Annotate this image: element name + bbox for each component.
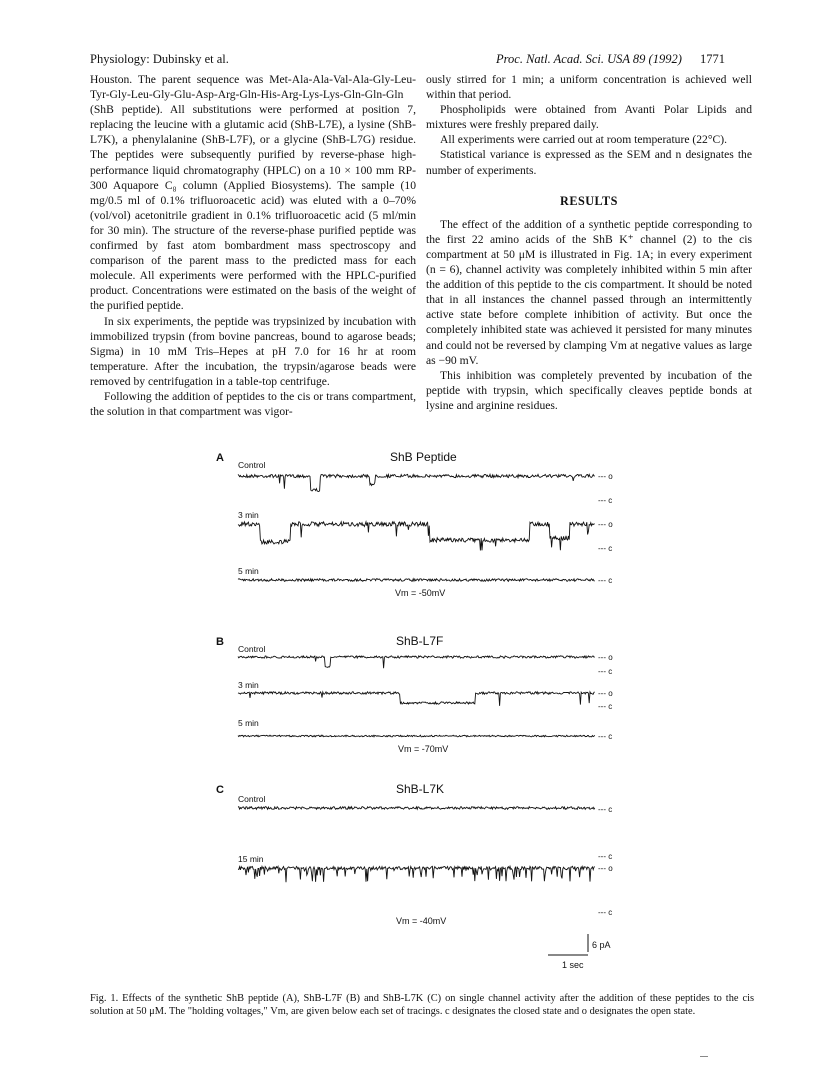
- scale-bar-time-label: 1 sec: [562, 960, 584, 970]
- trace-b-control: [238, 656, 595, 668]
- state-closed-b3: --- c: [598, 732, 613, 741]
- state-open-c2: --- o: [598, 864, 613, 873]
- methods-paragraph-5: Phospholipids were obtained from Avanti Polar Lipids and mixtures were freshly prepared daily.: [426, 103, 752, 132]
- figure-traces: [200, 450, 620, 980]
- panel-title-c: ShB-L7K: [396, 782, 445, 796]
- state-open-a1: --- o: [598, 472, 613, 481]
- running-header-authors: Physiology: Dubinsky et al.: [90, 52, 229, 66]
- trace-c-15min: [238, 866, 595, 882]
- figure-1: [200, 450, 620, 980]
- trace-label-a-5min: 5 min: [238, 566, 259, 576]
- running-header-journal: Proc. Natl. Acad. Sci. USA 89 (1992): [496, 52, 682, 66]
- state-closed-b2: --- c: [598, 702, 613, 711]
- vm-label-b: Vm = -70mV: [398, 744, 449, 754]
- methods-paragraph-2: In six experiments, the peptide was trypsinized by incubation with immobilized trypsin (from bovine pancreas, bound to agarose beads; Sigma) in 10 mM Tris–Hepes at pH 7.0 for 16 hr at room temperature. After the incubation, the trypsin/agarose beads were removed by centrifugation in a table-top centrifuge.: [90, 314, 416, 388]
- right-column: [426, 72, 752, 413]
- trace-label-a-control: Control: [238, 460, 266, 470]
- methods-paragraph-3: Following the addition of peptides to the cis or trans compartment, the solution in that compartment was vigor-: [90, 389, 416, 419]
- panel-letter-a: A: [216, 452, 224, 464]
- page-number: 1771: [700, 52, 725, 66]
- left-column: [90, 72, 416, 419]
- state-closed-a3: --- c: [598, 576, 613, 585]
- trace-b-5min: [238, 735, 595, 737]
- results-paragraph-2: This inhibition was completely prevented by incubation of the peptide with trypsin, which specifically cleaves peptide bonds at lysine and arginine residues.: [426, 368, 752, 412]
- state-open-a2: --- o: [598, 520, 613, 529]
- methods-paragraph-1: Houston. The parent sequence was Met-Ala-Ala-Val-Ala-Gly-Leu-Tyr-Gly-Leu-Gly-Glu-Asp-Arg-Gln-His-Arg-Lys-Lys-Gln-Gln-Gln (ShB peptide). All substitutions were performed at position 7, replacing the leucine with a glutamic acid (ShB-L7E), a lysine (ShB-L7K), a phenylalanine (ShB-L7F), or a glycine (ShB-L7G) residue. The peptides were subsequently purified by reverse-phase high-performance liquid chromatography (HPLC) on a 10 × 100 mm RP-300 Aquapore C₈ column (Applied Biosystems). The sample (10 mg/0.5 ml of 0.1% trifluoroacetic acid) was eluted with a 0–70% (vol/vol) acetonitrile gradient in 0.1% trifluoroacetic acid (5 ml/min for 30 min). The structure of the reverse-phase purified peptide was confirmed by fast atom bombardment mass spectroscopy and comparison of the parent mass to the predicted mass for each molecule. All experiments were performed with the HPLC-purified product. Concentrations were estimated on the basis of the weight of the purified peptide.: [90, 73, 416, 313]
- vm-label-c: Vm = -40mV: [396, 916, 447, 926]
- panel-letter-c: C: [216, 784, 224, 796]
- state-open-b2: --- o: [598, 689, 613, 698]
- trace-a-3min: [238, 522, 595, 551]
- trace-a-control: [238, 474, 595, 491]
- panel-title-b: ShB-L7F: [396, 634, 444, 648]
- trace-label-a-3min: 3 min: [238, 510, 259, 520]
- figure-caption: Fig. 1. Effects of the synthetic ShB peptide (A), ShB-L7F (B) and ShB-L7K (C) on single channel activity after the addition of these peptides to the cis solution at 50 μM. The "holding voltages," Vm, are given below each set of tracings. c designates the closed state and o designates the open state.: [90, 993, 754, 1018]
- trace-label-c-15min: 15 min: [238, 854, 264, 864]
- state-closed-c2: --- c: [598, 852, 613, 861]
- trace-label-b-control: Control: [238, 644, 266, 654]
- trace-label-b-5min: 5 min: [238, 718, 259, 728]
- footer-mark: [700, 1056, 708, 1057]
- trace-b-3min: [238, 692, 595, 706]
- vm-label-a: Vm = -50mV: [395, 588, 446, 598]
- state-closed-a2: --- c: [598, 544, 613, 553]
- results-paragraph-1: The effect of the addition of a synthetic peptide corresponding to the first 22 amino acids of the ShB K⁺ channel (2) to the cis compartment at 50 μM is illustrated in Fig. 1A; in every experiment (n = 6), channel activity was completely inhibited within 5 min after the addition of this peptide to the cis compartment. It should be noted that in all instances the channel passed through an intermittently active state before complete inhibition of activity. But once the completely inhibited state was achieved it persisted for many minutes and could not be reversed by clamping Vm at negative values as large as −90 mV.: [426, 217, 752, 367]
- trace-label-b-3min: 3 min: [238, 680, 259, 690]
- trace-label-c-control: Control: [238, 794, 266, 804]
- trace-a-5min: [238, 579, 595, 582]
- state-closed-c1: --- c: [598, 805, 613, 814]
- methods-paragraph-7: Statistical variance is expressed as the SEM and n designates the number of experiments.: [426, 148, 752, 177]
- state-closed-c3: --- c: [598, 908, 613, 917]
- panel-letter-b: B: [216, 636, 224, 648]
- methods-paragraph-4: ously stirred for 1 min; a uniform concentration is achieved well within that period.: [426, 73, 752, 102]
- methods-paragraph-6: All experiments were carried out at room temperature (22°C).: [440, 133, 727, 147]
- trace-c-control: [238, 807, 595, 810]
- state-open-b1: --- o: [598, 653, 613, 662]
- panel-title-a: ShB Peptide: [390, 450, 457, 464]
- results-heading: RESULTS: [560, 193, 618, 208]
- scale-bar-current-label: 6 pA: [592, 940, 611, 950]
- state-closed-a1: --- c: [598, 496, 613, 505]
- state-closed-b1: --- c: [598, 667, 613, 676]
